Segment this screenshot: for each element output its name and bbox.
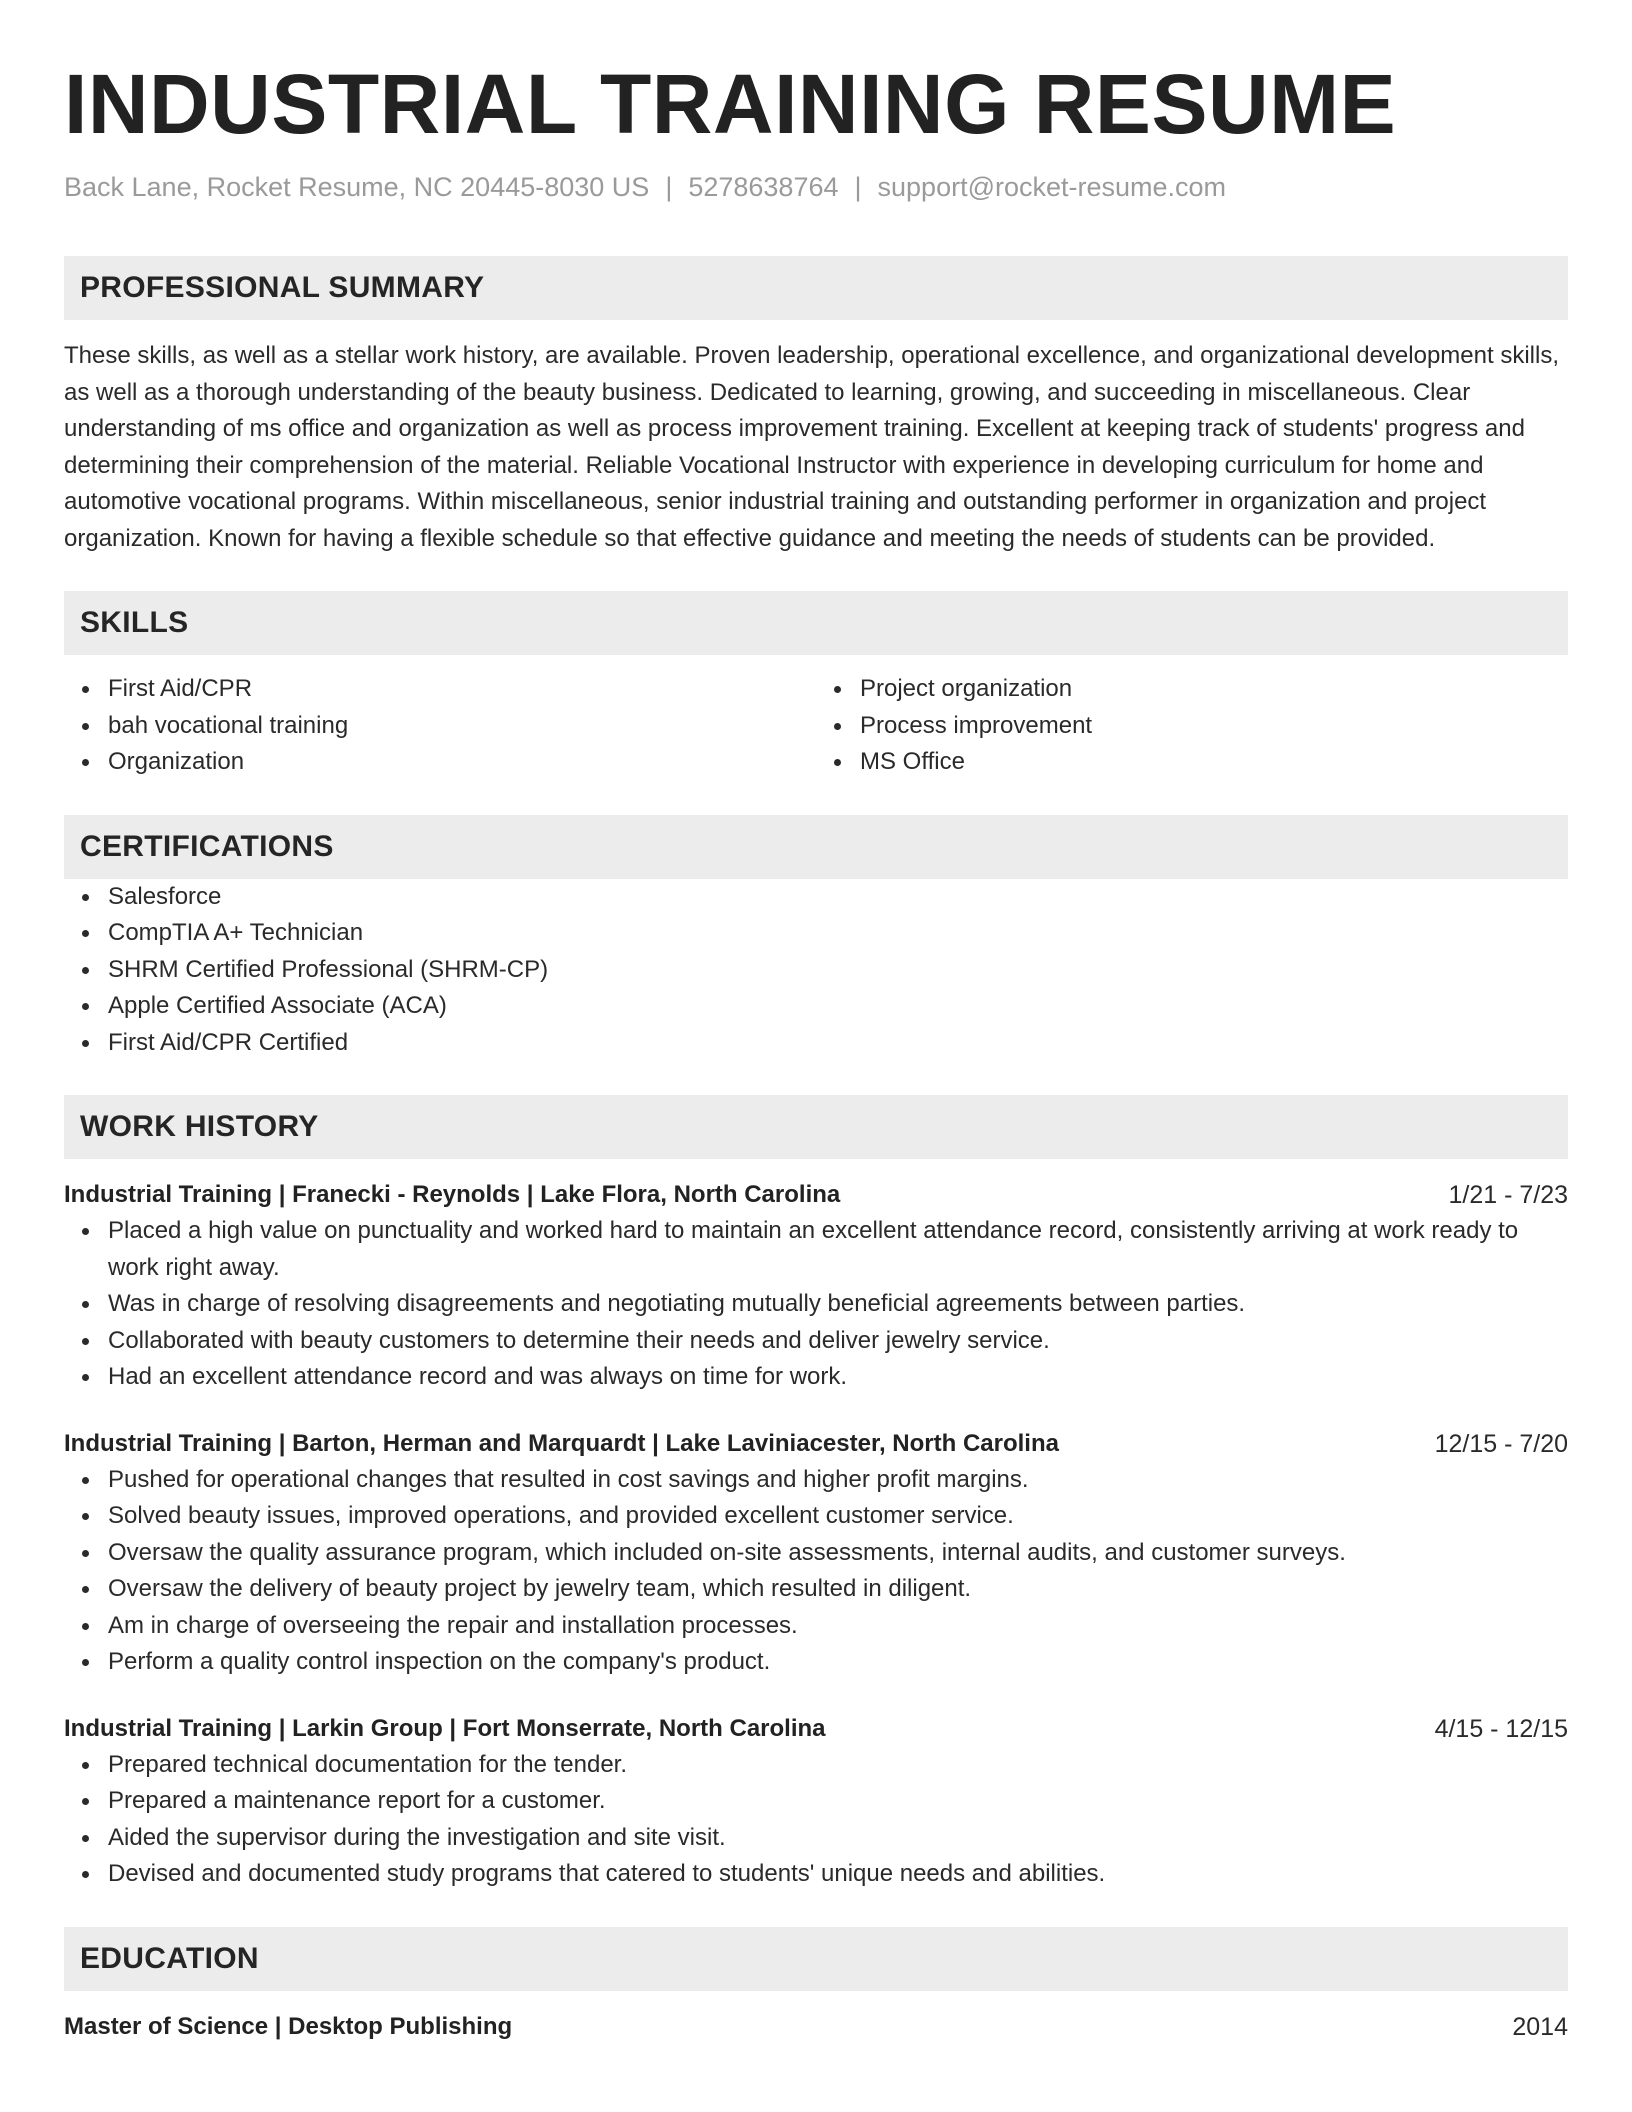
certification-item: SHRM Certified Professional (SHRM-CP) xyxy=(108,952,1568,989)
certification-item: Salesforce xyxy=(108,879,1568,916)
job-bullet: Prepared technical documentation for the tender. xyxy=(108,1747,1568,1784)
contact-separator: | xyxy=(854,172,862,202)
contact-address: Back Lane, Rocket Resume, NC 20445-8030 US xyxy=(64,172,650,202)
contact-separator: | xyxy=(665,172,673,202)
job-bullet: Oversaw the delivery of beauty project by jewelry team, which resulted in diligent. xyxy=(108,1571,1568,1608)
skills-grid xyxy=(64,671,1568,781)
job-bullet: Oversaw the quality assurance program, which included on-site assessments, internal audits, and customer surveys. xyxy=(108,1535,1568,1572)
job-title: Industrial Training | Larkin Group | Fort Monserrate, North Carolina xyxy=(64,1714,826,1742)
certification-item: Apple Certified Associate (ACA) xyxy=(108,988,1568,1025)
certification-item: First Aid/CPR Certified xyxy=(108,1025,1568,1062)
summary-text: These skills, as well as a stellar work history, are available. Proven leadership, operational excellence, and organizational development skills, as well as a thorough understanding of the beauty business. Dedicated to learning, growing, and succeeding in miscellaneous. Clear understanding of ms office and organization as well as process improvement training. Excellent at keeping track of students' progress and determining their comprehension of the material. Reliable Vocational Instructor with experience in developing curriculum for home and automotive vocational programs. Within miscellaneous, senior industrial training and outstanding performer in organization and project organization. Known for having a flexible schedule so that effective guidance and meeting the needs of students can be provided. xyxy=(64,342,1559,552)
section-header-certifications: CERTIFICATIONS xyxy=(64,815,1568,879)
certification-item: CompTIA A+ Technician xyxy=(108,915,1568,952)
job-bullet: Prepared a maintenance report for a customer. xyxy=(108,1783,1568,1820)
skill-item: Project organization xyxy=(860,671,1568,708)
job-bullet: Perform a quality control inspection on the company's product. xyxy=(108,1644,1568,1681)
skill-item: First Aid/CPR xyxy=(108,671,816,708)
contact-line xyxy=(64,170,1568,204)
job-header xyxy=(64,1426,1568,1462)
job-bullet: Was in charge of resolving disagreements and negotiating mutually beneficial agreements between parties. xyxy=(108,1286,1568,1323)
skills-list-right xyxy=(816,671,1568,781)
education-year: 2014 xyxy=(1512,2012,1568,2041)
section-header-education: EDUCATION xyxy=(64,1927,1568,1991)
job-bullets xyxy=(64,1462,1568,1681)
job-bullet: Had an excellent attendance record and was always on time for work. xyxy=(108,1359,1568,1396)
section-header-summary: PROFESSIONAL SUMMARY xyxy=(64,256,1568,320)
resume-page xyxy=(64,0,1568,2045)
job-entry xyxy=(64,1426,1568,1681)
resume-title: INDUSTRIAL TRAINING RESUME xyxy=(64,57,1397,151)
job-dates: 12/15 - 7/20 xyxy=(1434,1429,1568,1458)
job-dates: 4/15 - 12/15 xyxy=(1434,1714,1568,1743)
job-entry xyxy=(64,1177,1568,1396)
skill-item: MS Office xyxy=(860,744,1568,781)
job-bullet: Am in charge of overseeing the repair and installation processes. xyxy=(108,1608,1568,1645)
job-bullets xyxy=(64,1747,1568,1893)
contact-phone: 5278638764 xyxy=(688,172,839,202)
job-header xyxy=(64,1711,1568,1747)
job-header xyxy=(64,1177,1568,1213)
skill-item: Organization xyxy=(108,744,816,781)
skill-item: bah vocational training xyxy=(108,708,816,745)
job-bullet: Aided the supervisor during the investigation and site visit. xyxy=(108,1820,1568,1857)
job-bullet: Solved beauty issues, improved operations, and provided excellent customer service. xyxy=(108,1498,1568,1535)
section-header-skills: SKILLS xyxy=(64,591,1568,655)
section-header-work-history: WORK HISTORY xyxy=(64,1095,1568,1159)
job-dates: 1/21 - 7/23 xyxy=(1448,1181,1568,1209)
job-bullet: Pushed for operational changes that resulted in cost savings and higher profit margins. xyxy=(108,1462,1568,1499)
job-bullet: Collaborated with beauty customers to determine their needs and deliver jewelry service. xyxy=(108,1323,1568,1360)
job-bullets xyxy=(64,1213,1568,1396)
job-bullet: Devised and documented study programs that catered to students' unique needs and abilities. xyxy=(108,1856,1568,1893)
certifications-list xyxy=(64,879,1568,1062)
skill-item: Process improvement xyxy=(860,708,1568,745)
job-bullet: Placed a high value on punctuality and worked hard to maintain an excellent attendance record, consistently arriving at work ready to work right away. xyxy=(108,1213,1568,1286)
education-entry xyxy=(64,2009,1568,2045)
education-degree: Master of Science | Desktop Publishing xyxy=(64,2012,513,2040)
skills-list-left xyxy=(64,671,816,781)
job-entry xyxy=(64,1711,1568,1893)
job-title: Industrial Training | Barton, Herman and Marquardt | Lake Laviniacester, North Carolina xyxy=(64,1429,1059,1457)
contact-email: support@rocket-resume.com xyxy=(877,172,1227,202)
job-title: Industrial Training | Franecki - Reynolds | Lake Flora, North Carolina xyxy=(64,1181,841,1208)
